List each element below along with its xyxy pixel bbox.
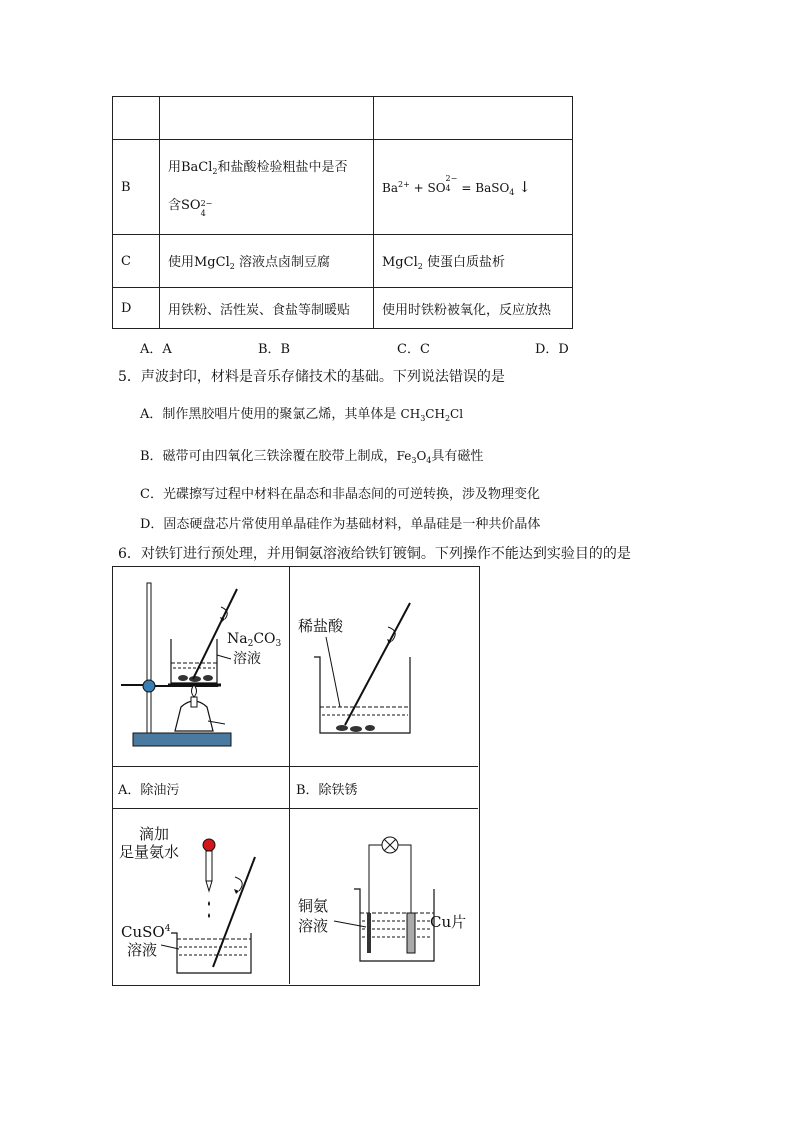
formula: CH	[425, 407, 445, 421]
glass-rod-icon	[213, 857, 255, 967]
table-cell-label: D	[113, 288, 160, 329]
option-text: A．制作黑胶唱片使用的聚氯乙烯，其单体是	[140, 407, 397, 422]
option-c[interactable]: C．C	[397, 342, 430, 357]
table-cell	[374, 235, 573, 288]
cell-text: + SO	[413, 180, 446, 195]
formula: Cl	[450, 407, 464, 421]
subscript: 4	[509, 187, 515, 197]
panel-a-caption[interactable]: A．除油污	[118, 783, 180, 798]
panel-b-figure	[290, 567, 477, 766]
subscript: 2	[229, 262, 235, 271]
cell-text: = BaSO	[461, 180, 510, 195]
table-cell	[374, 140, 573, 235]
subscript: 4	[426, 456, 432, 465]
label-solution: 溶液	[127, 941, 158, 959]
panel-b-caption[interactable]: B．除铁锈	[296, 783, 358, 798]
table-cell: 用铁粉、活性炭、食盐等制暖贴	[160, 288, 374, 329]
table-row	[113, 97, 573, 140]
panel-a-figure	[113, 567, 289, 766]
copper-plate-icon	[407, 913, 415, 953]
label-cu-plate: Cu片	[430, 913, 467, 931]
iron-nail-icon	[367, 913, 371, 953]
grid-divider-horizontal	[112, 766, 478, 767]
superscript: 2−	[445, 173, 458, 183]
subscript: 2	[212, 167, 218, 176]
answer-table	[112, 96, 573, 329]
dropper-icon	[203, 839, 215, 851]
label-add: 滴加	[139, 825, 170, 843]
table-cell	[160, 235, 374, 288]
table-row	[113, 140, 573, 235]
formula: O	[416, 449, 427, 463]
table-row	[113, 235, 573, 288]
table-row	[113, 288, 573, 329]
subscript: 2	[417, 262, 423, 271]
panel-d-figure	[290, 809, 477, 984]
q5-option-b[interactable]	[140, 445, 483, 465]
q5-option-d[interactable]: D．固态硬盘芯片常使用单晶硅作为基础材料，单晶硅是一种共价晶体	[140, 517, 541, 532]
option-text: B．磁带可由四氧化三铁涂覆在胶带上制成，	[140, 449, 397, 464]
q5-option-c[interactable]: C．光碟擦写过程中材料在晶态和非晶态间的可逆转换，涉及物理变化	[140, 487, 540, 502]
q5-option-a[interactable]	[140, 403, 463, 423]
label-cuso4: CuSO$^4$	[121, 923, 171, 941]
cell-text: 使蛋白质盐析	[426, 255, 505, 270]
formula: Fe	[396, 449, 412, 463]
label-ammonia: 足量氨水	[119, 843, 180, 861]
down-arrow: ↓	[518, 177, 531, 196]
subscript: 2	[444, 414, 451, 423]
clamp-icon	[143, 680, 155, 692]
cell-text: Ba	[382, 180, 398, 195]
subscript: 4	[445, 183, 451, 193]
option-b[interactable]: B．B	[258, 342, 291, 357]
table-cell-label: C	[113, 235, 160, 288]
table-cell	[160, 140, 374, 235]
table-cell-label	[113, 97, 160, 140]
superscript: 2−	[200, 199, 213, 208]
label-solution: 溶液	[233, 651, 261, 667]
table-cell-label: B	[113, 140, 160, 235]
cell-text: 含SO	[168, 198, 201, 213]
table-cell	[160, 97, 374, 140]
label-na2co3: $Na_2CO_3$	[227, 631, 282, 649]
formula: CH	[400, 407, 421, 421]
cell-text: 溶液点卤制豆腐	[238, 255, 330, 270]
option-a[interactable]: A．A	[140, 342, 172, 357]
panel-c-figure	[113, 809, 289, 984]
beaker-icon	[354, 889, 434, 961]
option-text: 具有磁性	[431, 449, 484, 464]
option-d[interactable]: D．D	[535, 342, 569, 357]
subscript: 3	[411, 456, 417, 465]
subscript: 4	[200, 209, 206, 218]
cell-text: 和盐酸检验粗盐中是否	[217, 160, 348, 175]
stand-pole	[147, 583, 151, 733]
table-cell: 使用时铁粉被氧化，反应放热	[374, 288, 573, 329]
question-5-stem: 5．声波封印，材料是音乐存储技术的基础。下列说法错误的是	[118, 369, 505, 385]
label-dilute-hcl: 稀盐酸	[298, 617, 344, 635]
table-cell	[374, 97, 573, 140]
cell-text: 用BaCl	[168, 160, 213, 175]
cell-text: MgCl	[382, 255, 418, 270]
label-copper-ammonia: 铜氨	[298, 897, 329, 915]
stand-base	[133, 733, 231, 746]
label-solution: 溶液	[298, 917, 329, 935]
question-6-stem: 6．对铁钉进行预处理，并用铜氨溶液给铁钉镀铜。下列操作不能达到实验目的的是	[118, 546, 631, 562]
cell-text: 使用MgCl	[168, 255, 230, 270]
subscript: 3	[420, 414, 426, 423]
superscript: 2+	[397, 179, 410, 189]
